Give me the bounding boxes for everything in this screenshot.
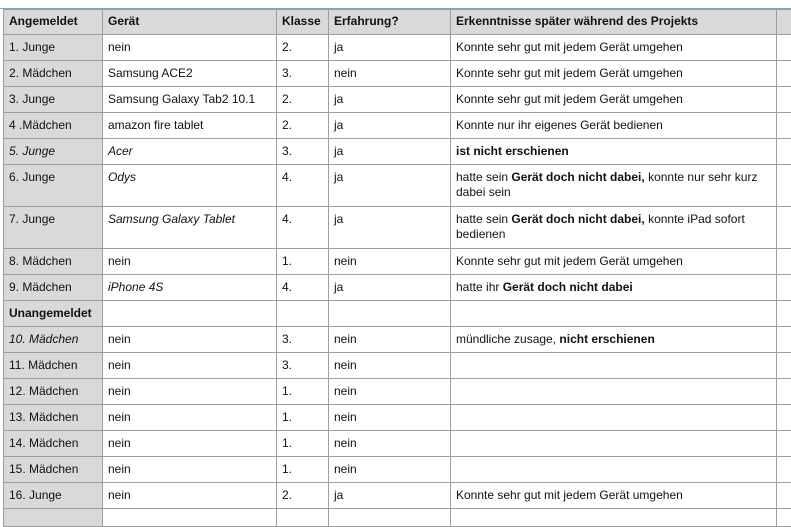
cell-geraet[interactable] <box>103 139 277 165</box>
table-row <box>4 207 791 249</box>
cell-klasse[interactable] <box>277 61 329 87</box>
cell-erfahrung[interactable] <box>329 327 451 353</box>
table-row <box>4 353 791 379</box>
table-row <box>4 509 791 527</box>
cell-angemeldet[interactable] <box>4 113 103 139</box>
erkenntnis-highlight: nicht erschienen <box>559 332 654 346</box>
cell-extra[interactable] <box>777 353 791 379</box>
cell-angemeldet[interactable] <box>4 431 103 457</box>
cell-klasse-text: 3. <box>282 332 292 346</box>
cell-angemeldet-text: 12. Mädchen <box>9 384 78 398</box>
cell-erfahrung-text: ja <box>334 488 343 502</box>
cell-klasse-text: 4. <box>282 280 292 294</box>
cell-extra[interactable] <box>777 207 791 249</box>
cell-geraet-text: nein <box>108 462 131 476</box>
cell-extra[interactable] <box>777 61 791 87</box>
table-row <box>4 275 791 301</box>
cell-erfahrung[interactable] <box>329 249 451 275</box>
cell-geraet-text: Samsung Galaxy Tab2 10.1 <box>108 92 255 106</box>
cell-geraet[interactable] <box>103 379 277 405</box>
cell-geraet[interactable] <box>103 327 277 353</box>
cell-klasse-text: 2. <box>282 40 292 54</box>
table-row <box>4 457 791 483</box>
cell-geraet-text: iPhone 4S <box>108 280 163 294</box>
cell-klasse-text: 1. <box>282 436 292 450</box>
cell-extra[interactable] <box>777 249 791 275</box>
cell-erkenntnisse[interactable] <box>451 249 777 275</box>
erkenntnis-highlight: Gerät doch nicht dabei, <box>511 170 644 184</box>
cell-geraet-text: nein <box>108 488 131 502</box>
cell-klasse-text: 4. <box>282 212 292 226</box>
cell-geraet-text: nein <box>108 40 131 54</box>
cell-erfahrung[interactable] <box>329 301 451 327</box>
table-row <box>4 301 791 327</box>
cell-erkenntnisse[interactable] <box>451 405 777 431</box>
cell-erfahrung-text: nein <box>334 410 357 424</box>
cell-angemeldet-text: 16. Junge <box>9 488 62 502</box>
cell-angemeldet-text: 11. Mädchen <box>9 358 78 372</box>
cell-geraet[interactable] <box>103 509 277 527</box>
table-row <box>4 87 791 113</box>
erkenntnis-text: konnte nur sehr kurz dabei sein <box>456 170 757 199</box>
cell-klasse[interactable] <box>277 483 329 509</box>
cell-erfahrung-text: ja <box>334 118 343 132</box>
cell-erfahrung[interactable] <box>329 483 451 509</box>
cell-erfahrung-text: ja <box>334 212 343 226</box>
header-klasse[interactable]: Klasse <box>277 10 329 35</box>
cell-angemeldet-text: 14. Mädchen <box>9 436 78 450</box>
cell-erfahrung-text: ja <box>334 170 343 184</box>
cell-extra[interactable] <box>777 139 791 165</box>
cell-geraet-text: Odys <box>108 170 136 184</box>
cell-erfahrung[interactable] <box>329 35 451 61</box>
cell-erkenntnisse[interactable] <box>451 301 777 327</box>
erkenntnis-text: hatte sein <box>456 170 511 184</box>
cell-erkenntnisse[interactable] <box>451 87 777 113</box>
table-header <box>4 10 791 35</box>
table-row <box>4 405 791 431</box>
cell-klasse-text: 1. <box>282 384 292 398</box>
cell-klasse-text: 3. <box>282 358 292 372</box>
table-row <box>4 165 791 207</box>
cell-angemeldet[interactable] <box>4 165 103 207</box>
cell-geraet-text: nein <box>108 384 131 398</box>
cell-angemeldet-text: 7. Junge <box>9 212 55 226</box>
erkenntnis-text: Konnte sehr gut mit jedem Gerät umgehen <box>456 92 683 106</box>
cell-geraet-text: nein <box>108 436 131 450</box>
cell-erfahrung-text: ja <box>334 144 343 158</box>
cell-angemeldet-text: 1. Junge <box>9 40 55 54</box>
cell-klasse-text: 2. <box>282 92 292 106</box>
participants-table <box>3 9 791 527</box>
cell-extra[interactable] <box>777 379 791 405</box>
cell-klasse[interactable] <box>277 113 329 139</box>
cell-klasse-text: 1. <box>282 254 292 268</box>
cell-geraet-text: nein <box>108 332 131 346</box>
cell-angemeldet[interactable] <box>4 301 103 327</box>
cell-geraet[interactable] <box>103 207 277 249</box>
cell-klasse[interactable] <box>277 509 329 527</box>
cell-klasse[interactable] <box>277 301 329 327</box>
cell-erkenntnisse[interactable] <box>451 61 777 87</box>
cell-erkenntnisse[interactable] <box>451 483 777 509</box>
cell-klasse-text: 2. <box>282 488 292 502</box>
cell-extra[interactable] <box>777 35 791 61</box>
table-body <box>4 35 791 527</box>
cell-geraet[interactable] <box>103 87 277 113</box>
cell-erfahrung-text: nein <box>334 332 357 346</box>
cell-geraet[interactable] <box>103 353 277 379</box>
cell-erkenntnisse[interactable] <box>451 35 777 61</box>
cell-erfahrung[interactable] <box>329 113 451 139</box>
cell-erfahrung[interactable] <box>329 87 451 113</box>
cell-klasse[interactable] <box>277 165 329 207</box>
cell-erfahrung-text: ja <box>334 40 343 54</box>
header-geraet[interactable]: Gerät <box>103 10 277 35</box>
cell-erkenntnisse[interactable] <box>451 113 777 139</box>
cell-angemeldet[interactable] <box>4 405 103 431</box>
cell-angemeldet[interactable] <box>4 87 103 113</box>
cell-angemeldet[interactable] <box>4 457 103 483</box>
cell-geraet-text: nein <box>108 254 131 268</box>
cell-angemeldet-text: 5. Junge <box>9 144 55 158</box>
cell-geraet-text: nein <box>108 358 131 372</box>
cell-geraet[interactable] <box>103 457 277 483</box>
header-erkenntnisse[interactable]: Erkenntnisse später während des Projekts <box>451 10 777 35</box>
cell-geraet[interactable] <box>103 61 277 87</box>
cell-angemeldet-text: 8. Mädchen <box>9 254 72 268</box>
cell-klasse[interactable] <box>277 207 329 249</box>
erkenntnis-highlight: ist nicht erschienen <box>456 144 569 158</box>
cell-erfahrung-text: ja <box>334 92 343 106</box>
cell-erfahrung[interactable] <box>329 509 451 527</box>
cell-erkenntnisse[interactable] <box>451 275 777 301</box>
erkenntnis-text: Konnte sehr gut mit jedem Gerät umgehen <box>456 254 683 268</box>
cell-erkenntnisse[interactable] <box>451 207 777 249</box>
erkenntnis-text: hatte sein <box>456 212 511 226</box>
cell-angemeldet-text: 6. Junge <box>9 170 55 184</box>
cell-angemeldet-text: Unangemeldet <box>9 306 92 320</box>
cell-klasse[interactable] <box>277 35 329 61</box>
cell-geraet-text: Samsung ACE2 <box>108 66 193 80</box>
cell-geraet[interactable] <box>103 405 277 431</box>
cell-klasse[interactable] <box>277 327 329 353</box>
cell-geraet-text: Samsung Galaxy Tablet <box>108 212 235 226</box>
table-row <box>4 113 791 139</box>
erkenntnis-text: mündliche zusage, <box>456 332 559 346</box>
table-row <box>4 35 791 61</box>
cell-geraet[interactable] <box>103 35 277 61</box>
cell-geraet[interactable] <box>103 275 277 301</box>
cell-erkenntnisse[interactable] <box>451 379 777 405</box>
erkenntnis-highlight: Gerät doch nicht dabei <box>503 280 633 294</box>
cell-erkenntnisse[interactable] <box>451 353 777 379</box>
cell-angemeldet[interactable] <box>4 379 103 405</box>
cell-erkenntnisse[interactable] <box>451 139 777 165</box>
cell-angemeldet-text: 15. Mädchen <box>9 462 78 476</box>
cell-erfahrung[interactable] <box>329 165 451 207</box>
cell-extra[interactable] <box>777 275 791 301</box>
cell-klasse[interactable] <box>277 139 329 165</box>
cell-klasse-text: 4. <box>282 170 292 184</box>
table-row <box>4 61 791 87</box>
erkenntnis-text: konnte iPad sofort bedienen <box>456 212 745 241</box>
cell-klasse[interactable] <box>277 457 329 483</box>
table-row <box>4 327 791 353</box>
table-row <box>4 379 791 405</box>
cell-angemeldet-text: 3. Junge <box>9 92 55 106</box>
cell-klasse-text: 2. <box>282 118 292 132</box>
cell-klasse[interactable] <box>277 405 329 431</box>
cell-erkenntnisse[interactable] <box>451 509 777 527</box>
header-erfahrung[interactable]: Erfahrung? <box>329 10 451 35</box>
cell-klasse-text: 1. <box>282 462 292 476</box>
cell-geraet[interactable] <box>103 249 277 275</box>
cell-klasse[interactable] <box>277 249 329 275</box>
cell-klasse[interactable] <box>277 379 329 405</box>
table-row <box>4 139 791 165</box>
cell-erfahrung-text: nein <box>334 358 357 372</box>
cell-erfahrung-text: nein <box>334 254 357 268</box>
cell-erfahrung-text: nein <box>334 384 357 398</box>
cell-geraet-text: Acer <box>108 144 133 158</box>
cell-angemeldet[interactable] <box>4 509 103 527</box>
cell-angemeldet[interactable] <box>4 353 103 379</box>
cell-extra[interactable] <box>777 483 791 509</box>
cell-angemeldet-text: 10. Mädchen <box>9 332 78 346</box>
cell-geraet-text: nein <box>108 410 131 424</box>
cell-erkenntnisse[interactable] <box>451 457 777 483</box>
cell-klasse[interactable] <box>277 87 329 113</box>
cell-angemeldet-text: 9. Mädchen <box>9 280 72 294</box>
cell-angemeldet-text: 2. Mädchen <box>9 66 72 80</box>
cell-erfahrung[interactable] <box>329 431 451 457</box>
erkenntnis-text: hatte ihr <box>456 280 503 294</box>
cell-erfahrung[interactable] <box>329 275 451 301</box>
header-angemeldet[interactable]: Angemeldet <box>4 10 103 35</box>
cell-erfahrung[interactable] <box>329 379 451 405</box>
table-row <box>4 483 791 509</box>
cell-geraet[interactable] <box>103 165 277 207</box>
cell-erkenntnisse[interactable] <box>451 431 777 457</box>
cell-geraet-text: amazon fire tablet <box>108 118 203 132</box>
cell-extra[interactable] <box>777 113 791 139</box>
erkenntnis-text: Konnte sehr gut mit jedem Gerät umgehen <box>456 40 683 54</box>
cell-angemeldet[interactable] <box>4 483 103 509</box>
window-top-edge <box>0 0 791 9</box>
cell-extra[interactable] <box>777 301 791 327</box>
cell-klasse-text: 3. <box>282 144 292 158</box>
cell-erkenntnisse[interactable] <box>451 327 777 353</box>
table-row <box>4 431 791 457</box>
cell-klasse[interactable] <box>277 431 329 457</box>
cell-extra[interactable] <box>777 405 791 431</box>
cell-erfahrung[interactable] <box>329 353 451 379</box>
cell-extra[interactable] <box>777 87 791 113</box>
header-row <box>4 10 791 35</box>
cell-erfahrung[interactable] <box>329 61 451 87</box>
header-extra[interactable] <box>777 10 791 35</box>
cell-erfahrung[interactable] <box>329 207 451 249</box>
cell-extra[interactable] <box>777 457 791 483</box>
cell-extra[interactable] <box>777 165 791 207</box>
table-row <box>4 249 791 275</box>
cell-angemeldet[interactable] <box>4 35 103 61</box>
cell-klasse-text: 3. <box>282 66 292 80</box>
cell-geraet[interactable] <box>103 483 277 509</box>
cell-geraet[interactable] <box>103 431 277 457</box>
cell-erfahrung[interactable] <box>329 405 451 431</box>
erkenntnis-text: Konnte sehr gut mit jedem Gerät umgehen <box>456 66 683 80</box>
cell-angemeldet[interactable] <box>4 207 103 249</box>
cell-erkenntnisse[interactable] <box>451 165 777 207</box>
cell-erfahrung[interactable] <box>329 457 451 483</box>
cell-geraet[interactable] <box>103 113 277 139</box>
cell-klasse[interactable] <box>277 275 329 301</box>
erkenntnis-text: Konnte sehr gut mit jedem Gerät umgehen <box>456 488 683 502</box>
cell-klasse[interactable] <box>277 353 329 379</box>
cell-extra[interactable] <box>777 327 791 353</box>
cell-klasse-text: 1. <box>282 410 292 424</box>
cell-geraet[interactable] <box>103 301 277 327</box>
cell-erfahrung-text: nein <box>334 462 357 476</box>
cell-extra[interactable] <box>777 431 791 457</box>
cell-extra[interactable] <box>777 509 791 527</box>
erkenntnis-highlight: Gerät doch nicht dabei, <box>511 212 644 226</box>
cell-angemeldet[interactable] <box>4 139 103 165</box>
cell-erfahrung-text: ja <box>334 280 343 294</box>
cell-angemeldet[interactable] <box>4 275 103 301</box>
cell-erfahrung-text: nein <box>334 436 357 450</box>
cell-erfahrung-text: nein <box>334 66 357 80</box>
erkenntnis-text: Konnte nur ihr eigenes Gerät bedienen <box>456 118 663 132</box>
cell-angemeldet[interactable] <box>4 327 103 353</box>
cell-angemeldet[interactable] <box>4 61 103 87</box>
cell-angemeldet-text: 4 .Mädchen <box>9 118 72 132</box>
cell-angemeldet[interactable] <box>4 249 103 275</box>
cell-erfahrung[interactable] <box>329 139 451 165</box>
cell-angemeldet-text: 13. Mädchen <box>9 410 78 424</box>
